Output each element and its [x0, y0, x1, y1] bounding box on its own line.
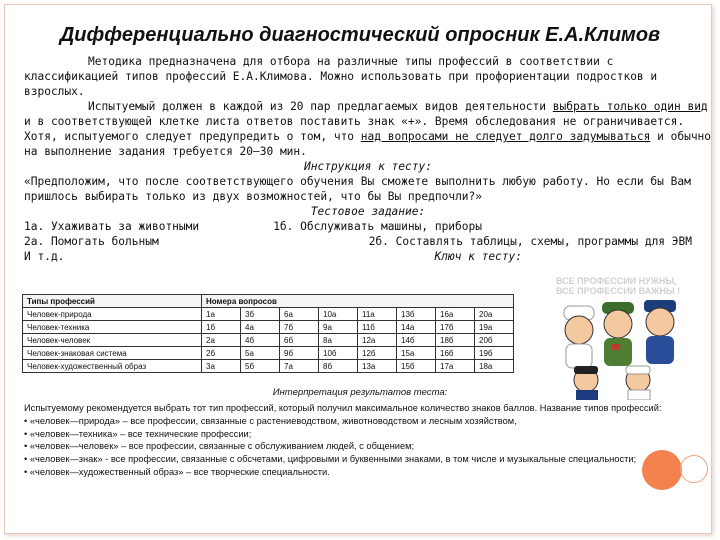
interpretation-item: • «человек—знак» - все профессии, связанные с обсчетами, цифровыми и буквенными знаками, в том числе и музыкальные специальности;	[24, 454, 637, 465]
table-header-row	[23, 295, 514, 308]
question-number-cell: 9а	[319, 321, 358, 334]
option-1b: 1б. Обслуживать машины, приборы	[273, 220, 482, 233]
question-number-cell: 11б	[358, 321, 397, 334]
illustration-caption-1: ВСЕ ПРОФЕССИИ НУЖНЫ,	[556, 276, 677, 286]
question-number-cell: 13б	[397, 308, 436, 321]
question-number-cell: 10б	[319, 347, 358, 360]
question-number-cell: 20б	[475, 334, 514, 347]
question-number-cell: 12а	[358, 334, 397, 347]
question-number-cell: 3а	[202, 360, 241, 373]
police-figure	[644, 300, 676, 364]
intro-paragraph-1: Методика предназначена для отбора на различные типы профессий в соответствии с классификацией типов профессий Е.А.Климова. Можно использовать при профориентации подростков и взрослых.	[24, 55, 658, 98]
profession-type-cell: Человек-человек	[23, 334, 202, 347]
table-body	[23, 308, 514, 373]
question-number-cell: 5б	[241, 360, 280, 373]
page-title: Дифференциально диагностический опросник Е.А.Климов	[59, 24, 661, 46]
option-1a: 1а. Ухаживать за животными	[24, 220, 200, 233]
question-number-cell: 19б	[475, 347, 514, 360]
orange-circle-decoration	[642, 450, 682, 490]
question-number-cell: 7б	[280, 321, 319, 334]
profession-type-cell: Человек-художественный образ	[23, 360, 202, 373]
question-number-cell: 2а	[202, 334, 241, 347]
table-row	[23, 334, 514, 347]
intro-text-part: Испытуемый должен в каждой из 20 пар предлагаемых видов деятельности	[88, 100, 553, 113]
key-table	[22, 294, 514, 373]
key-heading: Ключ к тесту:	[434, 250, 522, 263]
table-row	[23, 347, 514, 360]
illustration-caption-2: ВСЕ ПРОФЕССИИ ВАЖНЫ !	[556, 286, 681, 296]
col-header-questions: Номера вопросов	[202, 295, 514, 308]
interpretation-item: • «человек—художественный образ» – все творческие специальности.	[24, 466, 330, 477]
question-number-cell: 15б	[397, 360, 436, 373]
question-number-cell: 6б	[280, 334, 319, 347]
instruction-text: «Предположим, что после соответствующего обучения Вы сможете выполнить любую работу. Но если бы Вам пришлось выбирать только из двух возможностей, что бы Вы предпочли?»	[24, 175, 691, 203]
cook-figure	[564, 306, 594, 368]
intro-text-part: и обычно на выполнение задания требуется 20–30 мин.	[24, 130, 712, 158]
test-row-1	[24, 219, 712, 234]
question-number-cell: 16б	[436, 347, 475, 360]
question-number-cell: 20а	[475, 308, 514, 321]
question-number-cell: 15а	[397, 347, 436, 360]
interpretation-heading: Интерпретация результатов теста:	[272, 387, 448, 398]
question-number-cell: 17а	[436, 360, 475, 373]
outline-circle-decoration	[680, 455, 708, 483]
profession-type-cell: Человек-природа	[23, 308, 202, 321]
question-number-cell: 13а	[358, 360, 397, 373]
interpretation-list	[24, 415, 674, 479]
option-2a: 2а. Помогать больным	[24, 235, 159, 248]
underlined-phrase: над вопросами не следует долго задумываться	[360, 130, 651, 143]
interpretation-item: • «человек—природа» – все профессии, связанные с растениеводством, животноводством и лесным хозяйством,	[24, 415, 517, 426]
table-row	[23, 308, 514, 321]
question-number-cell: 14б	[397, 334, 436, 347]
intro-text-part: и в соответствующей клетке листа ответов поставить знак «+». Время обследования не ограничивается. Хотя, испытуемого следует предупредить о том, что	[24, 115, 685, 143]
table-row	[23, 360, 514, 373]
question-number-cell: 19а	[475, 321, 514, 334]
option-2b: 2б. Составлять таблицы, схемы, программы для ЭВМ	[368, 235, 692, 248]
col-header-types: Типы профессий	[23, 295, 202, 308]
professions-illustration	[556, 276, 688, 402]
question-number-cell: 3б	[241, 308, 280, 321]
question-number-cell: 17б	[436, 321, 475, 334]
intro-text	[24, 54, 712, 264]
interpretation-intro: Испытуемому рекомендуется выбрать тот тип профессий, который получил максимальное количество знаков баллов. Название типов профессий:	[24, 403, 662, 413]
interpretation-item: • «человек—человек» – все профессии, связанные с обслуживанием людей, с общением;	[24, 441, 415, 452]
question-number-cell: 5а	[241, 347, 280, 360]
question-number-cell: 8б	[319, 360, 358, 373]
profession-type-cell: Человек-техника	[23, 321, 202, 334]
test-row-3	[24, 249, 712, 264]
instruction-heading: Инструкция к тесту:	[304, 160, 432, 173]
cartoon-people-image	[556, 296, 688, 400]
question-number-cell: 4а	[241, 321, 280, 334]
question-number-cell: 9б	[280, 347, 319, 360]
profession-type-cell: Человек-знаковая система	[23, 347, 202, 360]
question-number-cell: 1а	[202, 308, 241, 321]
question-number-cell: 8а	[319, 334, 358, 347]
question-number-cell: 18б	[436, 334, 475, 347]
test-heading: Тестовое задание:	[310, 205, 426, 218]
question-number-cell: 2б	[202, 347, 241, 360]
intro-paragraph-2	[24, 99, 712, 159]
question-number-cell: 12б	[358, 347, 397, 360]
underlined-phrase: выбрать только один вид	[552, 100, 708, 113]
question-number-cell: 14а	[397, 321, 436, 334]
question-number-cell: 11а	[358, 308, 397, 321]
soldier-figure	[602, 302, 634, 366]
question-number-cell: 6а	[280, 308, 319, 321]
question-number-cell: 4б	[241, 334, 280, 347]
interpretation-text	[24, 402, 674, 479]
interpretation-item: • «человек—техника» – все технические профессии;	[24, 428, 252, 439]
test-row-2	[24, 234, 712, 249]
table-row	[23, 321, 514, 334]
question-number-cell: 18а	[475, 360, 514, 373]
question-number-cell: 1б	[202, 321, 241, 334]
question-number-cell: 7а	[280, 360, 319, 373]
etc-text: И т.д.	[24, 250, 65, 263]
question-number-cell: 16а	[436, 308, 475, 321]
question-number-cell: 10а	[319, 308, 358, 321]
